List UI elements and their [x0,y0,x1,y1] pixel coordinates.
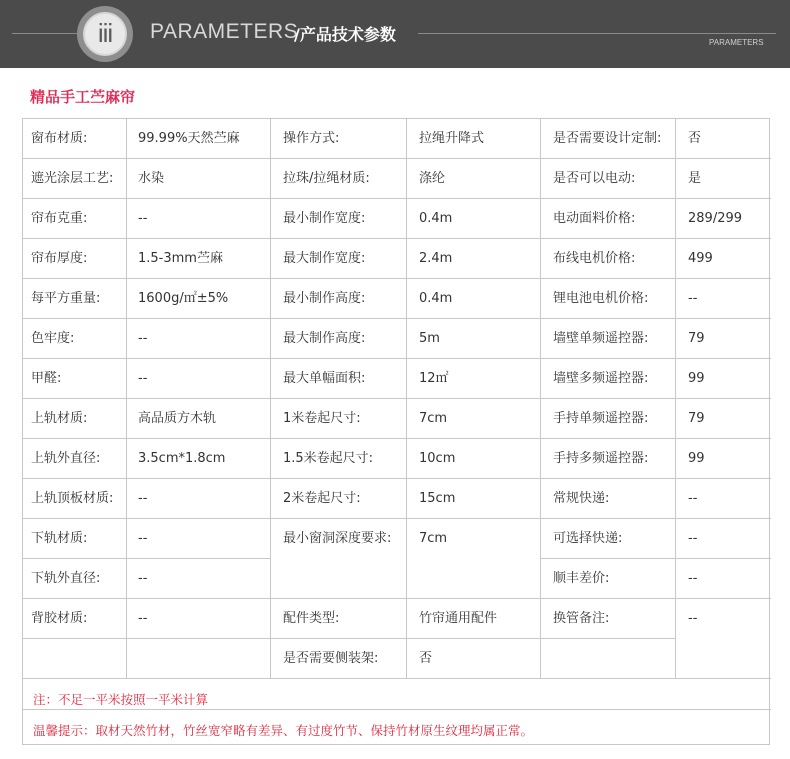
spec-value: 99 [688,371,705,386]
spec-label: 配件类型: [283,611,340,626]
spec-value: -- [688,571,698,586]
spec-label: 换管备注: [553,611,610,626]
spec-value: 水染 [138,171,165,186]
spec-label: 上轨顶板材质: [31,491,114,506]
spec-label: 帘布厚度: [31,251,88,266]
row-divider [23,318,771,319]
spec-value: 79 [688,331,705,346]
spec-value: -- [688,491,698,506]
note-tips: 温馨提示：取材天然竹材，竹丝宽窄略有差异、有过度竹节、保持竹材原生纹理均属正常。 [33,723,534,738]
spec-label: 最小制作高度: [283,291,366,306]
spec-label: 1.5米卷起尺寸: [283,451,374,466]
spec-value: 2.4m [419,251,453,266]
spec-label: 手持单频遥控器: [553,411,649,426]
row-divider [23,198,771,199]
row-divider [23,238,771,239]
spec-label: 手持多频遥控器: [553,451,649,466]
parameters-header [0,0,790,68]
spec-value: 99.99%天然苎麻 [138,131,240,146]
spec-label: 甲醛: [31,371,62,386]
header-divider-left [12,33,78,34]
row-divider [23,158,771,159]
spec-value: 12㎡ [419,371,449,386]
note-min-area: 注：不足一平米按照一平米计算 [33,692,209,707]
header-divider-right [418,33,776,34]
spec-value: 15cm [419,491,456,506]
spec-label: 上轨材质: [31,411,88,426]
note-divider [23,709,771,710]
spec-label: 1米卷起尺寸: [283,411,361,426]
spec-value: -- [138,491,148,506]
column-divider [540,119,541,679]
spec-label: 可选择快递: [553,531,623,546]
spec-label: 常规快递: [553,491,610,506]
row-divider [23,438,771,439]
spec-value: 3.5cm*1.8cm [138,451,226,466]
badge-label: iii [97,18,113,48]
spec-label: 上轨外直径: [31,451,101,466]
spec-label: 最大制作宽度: [283,251,366,266]
spec-value: -- [138,531,148,546]
spec-value: 0.4m [419,211,453,226]
row-divider [23,638,676,639]
spec-value: -- [138,571,148,586]
spec-label: 墙壁多频遥控器: [553,371,649,386]
spec-label: 色牢度: [31,331,75,346]
spec-label: 墙壁单频遥控器: [553,331,649,346]
spec-label: 下轨材质: [31,531,88,546]
spec-label: 每平方重量: [31,291,101,306]
row-divider [23,678,771,679]
spec-value: 涤纶 [419,171,446,186]
spec-value: -- [138,611,148,626]
spec-value: 99 [688,451,705,466]
spec-value: 499 [688,251,713,266]
spec-label: 下轨外直径: [31,571,101,586]
spec-label: 电动面料价格: [553,211,636,226]
spec-label: 拉珠/拉绳材质: [283,171,370,186]
spec-label: 最大单幅面积: [283,371,366,386]
spec-value: -- [688,291,698,306]
spec-value: 拉绳升降式 [419,131,485,146]
spec-label: 布线电机价格: [553,251,636,266]
spec-label: 窗布材质: [31,131,88,146]
spec-label: 是否可以电动: [553,171,636,186]
product-title: 精品手工苎麻帘 [30,88,136,106]
spec-value: 0.4m [419,291,453,306]
spec-value: 1.5-3mm苎麻 [138,251,223,266]
spec-value: 289/299 [688,211,743,226]
spec-value: 高品质方木轨 [138,411,217,426]
row-divider [23,278,771,279]
column-divider [406,119,407,679]
spec-value: 是 [688,171,702,186]
row-divider [23,598,771,599]
spec-value: -- [138,331,148,346]
spec-value: 10cm [419,451,456,466]
row-divider [541,558,771,559]
row-divider [23,478,771,479]
spec-value: 79 [688,411,705,426]
spec-value: -- [138,211,148,226]
spec-label: 背胶材质: [31,611,88,626]
spec-value: 否 [688,131,702,146]
spec-value: -- [138,371,148,386]
spec-value: 7cm [419,411,448,426]
spec-value: 5m [419,331,440,346]
row-divider [23,398,771,399]
spec-label: 是否需要侧装架: [283,651,379,666]
column-divider [126,119,127,679]
spec-label: 最小窗洞深度要求: [283,531,392,546]
column-divider [675,119,676,679]
spec-value: -- [688,611,698,626]
header-subtitle: PARAMETERS [709,38,764,47]
spec-label: 遮光涂层工艺: [31,171,114,186]
spec-label: 是否需要设计定制: [553,131,662,146]
spec-value: -- [688,531,698,546]
header-title-cn: /产品技术参数 [294,25,396,44]
spec-label: 2米卷起尺寸: [283,491,361,506]
spec-label: 操作方式: [283,131,340,146]
spec-label: 顺丰差价: [553,571,610,586]
spec-label: 帘布克重: [31,211,88,226]
spec-value: 竹帘通用配件 [419,611,498,626]
row-divider [23,518,771,519]
row-divider [23,558,271,559]
spec-value: 7cm [419,531,448,546]
row-divider [23,358,771,359]
spec-label: 最大制作高度: [283,331,366,346]
spec-value: 否 [419,651,433,666]
spec-label: 最小制作宽度: [283,211,366,226]
spec-table [22,118,770,745]
spec-value: 1600g/㎡±5% [138,291,229,306]
column-divider [270,119,271,679]
header-title-en: PARAMETERS [150,20,299,43]
spec-label: 锂电池电机价格: [553,291,649,306]
